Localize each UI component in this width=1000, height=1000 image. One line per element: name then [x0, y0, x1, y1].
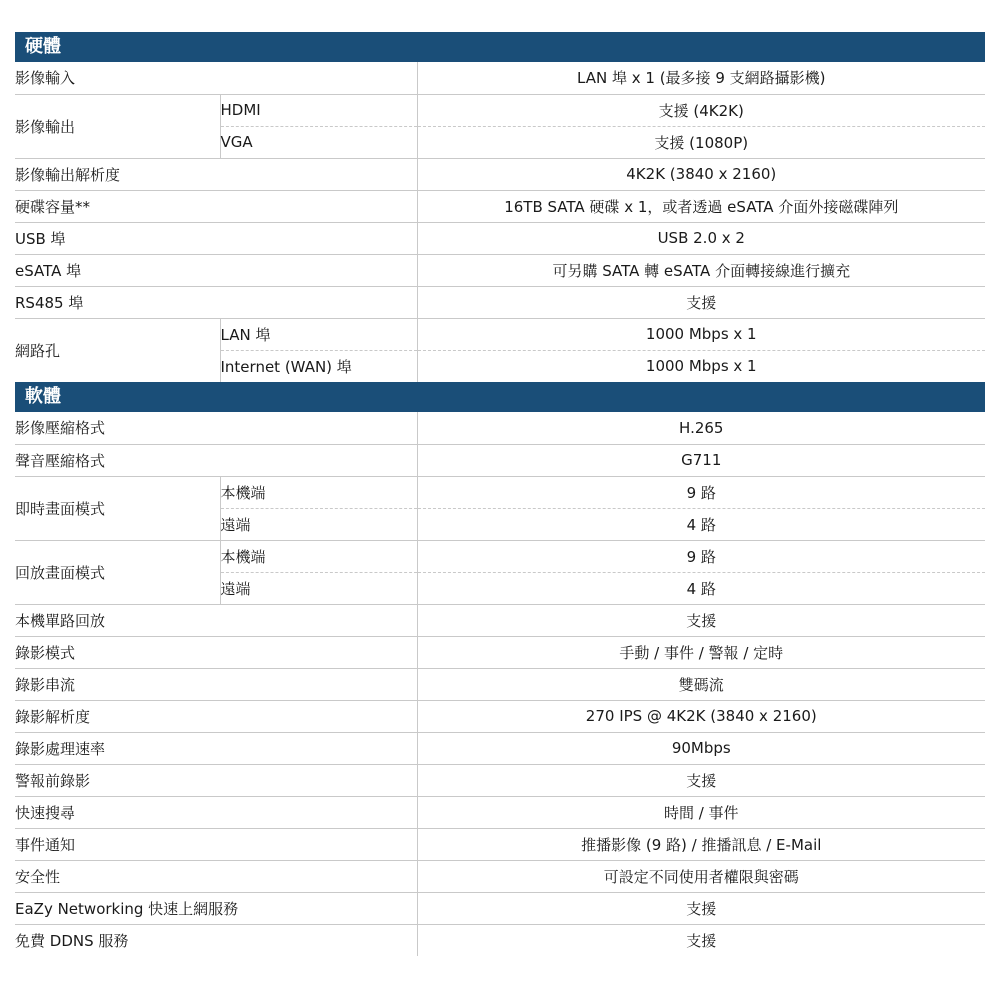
row-value: 手動 / 事件 / 警報 / 定時	[417, 636, 985, 668]
row-value: 支援 (1080P)	[417, 126, 985, 158]
sub-label: Internet (WAN) 埠	[220, 350, 417, 382]
row-label: 影像輸出	[15, 94, 220, 158]
row-label: 錄影串流	[15, 668, 417, 700]
table-row	[15, 860, 985, 892]
row-label: 錄影處理速率	[15, 732, 417, 764]
row-value: LAN 埠 x 1 (最多接 9 支網路攝影機)	[417, 62, 985, 94]
table-row	[15, 636, 985, 668]
table-row	[15, 190, 985, 222]
row-value: 16TB SATA 硬碟 x 1，或者透過 eSATA 介面外接磁碟陣列	[417, 190, 985, 222]
table-row	[15, 828, 985, 860]
sub-label: VGA	[220, 126, 417, 158]
row-value: USB 2.0 x 2	[417, 222, 985, 254]
table-row	[15, 62, 985, 94]
table-row	[15, 412, 985, 444]
table-row	[15, 732, 985, 764]
row-value: 支援	[417, 892, 985, 924]
row-label: 安全性	[15, 860, 417, 892]
row-value: G711	[417, 444, 985, 476]
row-label: 本機單路回放	[15, 604, 417, 636]
hardware-spec-table	[15, 62, 985, 382]
table-row	[15, 476, 985, 508]
row-value: 時間 / 事件	[417, 796, 985, 828]
table-row	[15, 318, 985, 350]
row-value: 1000 Mbps x 1	[417, 350, 985, 382]
row-label: 免費 DDNS 服務	[15, 924, 417, 956]
row-label: 錄影解析度	[15, 700, 417, 732]
row-value: 可設定不同使用者權限與密碼	[417, 860, 985, 892]
table-row	[15, 796, 985, 828]
table-row	[15, 222, 985, 254]
row-value: 1000 Mbps x 1	[417, 318, 985, 350]
row-value: 支援	[417, 286, 985, 318]
row-value: 9 路	[417, 540, 985, 572]
row-label: eSATA 埠	[15, 254, 417, 286]
table-row	[15, 286, 985, 318]
row-label: 網路孔	[15, 318, 220, 382]
row-value: 支援	[417, 764, 985, 796]
sub-label: HDMI	[220, 94, 417, 126]
row-value: H.265	[417, 412, 985, 444]
row-label: 事件通知	[15, 828, 417, 860]
row-value: 支援 (4K2K)	[417, 94, 985, 126]
row-value: 支援	[417, 604, 985, 636]
row-value: 270 IPS @ 4K2K (3840 x 2160)	[417, 700, 985, 732]
table-row	[15, 668, 985, 700]
row-label: 回放畫面模式	[15, 540, 220, 604]
table-row	[15, 764, 985, 796]
table-row	[15, 700, 985, 732]
row-label: 即時畫面模式	[15, 476, 220, 540]
row-label: 影像輸出解析度	[15, 158, 417, 190]
row-value: 支援	[417, 924, 985, 956]
row-value: 可另購 SATA 轉 eSATA 介面轉接線進行擴充	[417, 254, 985, 286]
sub-label: 本機端	[220, 476, 417, 508]
table-row	[15, 924, 985, 956]
table-row	[15, 254, 985, 286]
row-label: 聲音壓縮格式	[15, 444, 417, 476]
row-label: 影像輸入	[15, 69, 76, 88]
row-value: 4 路	[417, 508, 985, 540]
row-label: RS485 埠	[15, 286, 417, 318]
section-header-software: 軟體	[15, 382, 985, 412]
table-row	[15, 892, 985, 924]
row-label: 錄影模式	[15, 636, 417, 668]
row-value: 4K2K (3840 x 2160)	[417, 158, 985, 190]
sub-label: 本機端	[220, 540, 417, 572]
row-label: 影像壓縮格式	[15, 419, 106, 438]
row-label: EaZy Networking 快速上網服務	[15, 892, 417, 924]
row-label: 警報前錄影	[15, 764, 417, 796]
row-value: 90Mbps	[417, 732, 985, 764]
sub-label: 遠端	[220, 572, 417, 604]
row-value: 9 路	[417, 476, 985, 508]
row-label: 快速搜尋	[15, 796, 417, 828]
table-row	[15, 604, 985, 636]
sub-label: LAN 埠	[220, 318, 417, 350]
software-spec-table	[15, 412, 985, 956]
row-value: 4 路	[417, 572, 985, 604]
row-value: 雙碼流	[417, 668, 985, 700]
table-row	[15, 444, 985, 476]
row-value: 推播影像 (9 路) / 推播訊息 / E-Mail	[417, 828, 985, 860]
table-row	[15, 158, 985, 190]
spec-sheet	[15, 32, 985, 956]
table-row	[15, 540, 985, 572]
sub-label: 遠端	[220, 508, 417, 540]
row-label: 硬碟容量**	[15, 190, 417, 222]
section-header-hardware: 硬體	[15, 32, 985, 62]
row-label: USB 埠	[15, 222, 417, 254]
table-row	[15, 94, 985, 126]
